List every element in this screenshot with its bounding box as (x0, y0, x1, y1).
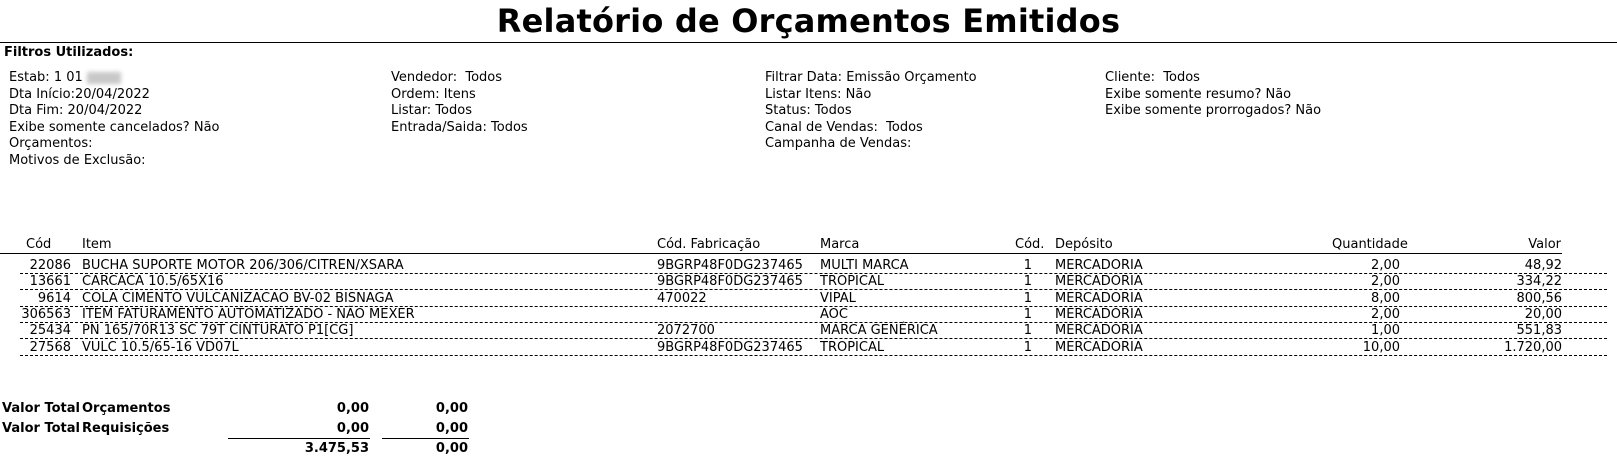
cell-quantidade: 2,00 (1368, 258, 1400, 273)
cell-cod-fabricacao: 9BGRP48F0DG237465 (657, 340, 806, 355)
cell-cod: 27568 (27, 340, 71, 355)
cell-marca: MARCA GENÉRICA (820, 323, 941, 338)
cell-valor: 800,56 (1514, 291, 1563, 306)
cell-valor: 1.720,00 (1501, 340, 1562, 355)
filter-canal-vendas: Canal de Vendas: Todos (765, 119, 923, 135)
filter-listar: Listar: Todos (391, 103, 472, 118)
col-header-valor: Valor (1528, 237, 1561, 252)
filters-column-3 (765, 70, 977, 153)
cell-marca: TROPICAL (820, 340, 887, 355)
cell-quantidade: 2,00 (1368, 307, 1400, 322)
table-row (0, 258, 1617, 274)
filters-column-2 (391, 70, 528, 136)
filter-vendedor: Vendedor: Todos (391, 70, 503, 85)
filter-somente-prorrogados: Exibe somente prorrogados? Não (1105, 103, 1322, 118)
table-row (0, 307, 1617, 323)
filter-cliente: Cliente: Todos (1105, 70, 1200, 85)
cell-cod-deposito: 1 (1021, 258, 1032, 273)
filter-orcamentos: Orçamentos: (9, 136, 93, 151)
cell-valor: 48,92 (1522, 258, 1562, 273)
row-dashed-rule (20, 355, 1607, 356)
cell-deposito: MERCADORIA (1055, 258, 1146, 273)
cell-cod-deposito: 1 (1021, 307, 1032, 322)
total-requisicoes-value-1: 0,00 (336, 421, 369, 436)
cell-deposito: MERCADORIA (1055, 323, 1146, 338)
filters-column-1 (9, 70, 220, 169)
filter-somente-resumo: Exibe somente resumo? Não (1105, 86, 1292, 102)
cell-quantidade: 1,00 (1368, 323, 1400, 338)
cell-cod-fabricacao: 470022 (657, 291, 710, 306)
cell-item: VULC 10.5/65-16 VD07L (82, 340, 242, 355)
cell-cod-fabricacao: 9BGRP48F0DG237465 (657, 258, 806, 273)
cell-marca: AOC (820, 307, 851, 322)
col-header-cod-deposito: Cód. (1015, 237, 1045, 252)
filter-campanha-vendas: Campanha de Vendas: (765, 136, 912, 151)
col-header-cod-fabricacao: Cód. Fabricação (657, 237, 761, 252)
cell-deposito: MERCADORIA (1055, 307, 1146, 322)
col-header-marca: Marca (820, 237, 860, 252)
table-row (0, 323, 1617, 339)
col-header-item: Item (82, 237, 112, 252)
cell-deposito: MERCADORIA (1055, 340, 1146, 355)
cell-cod-fabricacao: 2072700 (657, 323, 718, 338)
cell-item: COLA CIMENTO VULCANIZACAO BV-02 BISNAGA (82, 291, 396, 306)
total-rule-2 (382, 438, 469, 439)
filter-cancelados: Exibe somente cancelados? Não (9, 119, 220, 135)
cell-valor: 20,00 (1522, 307, 1562, 322)
filter-motivos-exclusao: Motivos de Exclusão: (9, 152, 146, 168)
filter-entrada-saida: Entrada/Saida: Todos (391, 119, 528, 135)
cell-cod: 306563 (18, 307, 71, 322)
grand-total-value-2: 0,00 (435, 441, 468, 456)
cell-marca: TROPICAL (820, 274, 887, 289)
cell-item: CARCACA 10.5/65X16 (82, 274, 227, 289)
total-requisicoes-sublabel: Requisições (82, 421, 170, 436)
cell-marca: MULTI MARCA (820, 258, 912, 273)
cell-item: BUCHA SUPORTE MOTOR 206/306/CITREN/XSARA (82, 258, 407, 273)
report-title: Relatório de Orçamentos Emitidos (496, 2, 1121, 40)
filter-status: Status: Todos (765, 103, 852, 118)
cell-item: ITEM FATURAMENTO AUTOMATIZADO - NÃO MEXER (82, 307, 418, 322)
cell-valor: 551,83 (1514, 323, 1563, 338)
cell-cod: 22086 (27, 258, 71, 273)
col-header-cod: Cód (26, 237, 52, 252)
filter-listar-itens: Listar Itens: Não (765, 86, 872, 102)
filter-dta-fim: Dta Fim: 20/04/2022 (9, 103, 143, 118)
total-rule-1 (228, 438, 370, 439)
cell-cod: 13661 (27, 274, 71, 289)
cell-marca: VIPAL (820, 291, 859, 306)
total-requisicoes-label: Valor Total (2, 421, 80, 436)
col-header-deposito: Depósito (1055, 237, 1113, 252)
cell-deposito: MERCADORIA (1055, 274, 1146, 289)
total-orcamentos-label: Valor Total (2, 401, 80, 416)
cell-quantidade: 8,00 (1368, 291, 1400, 306)
title-divider (0, 42, 1617, 43)
cell-quantidade: 10,00 (1360, 340, 1400, 355)
filter-estab: Estab: 1 01 (9, 70, 220, 87)
total-requisicoes-value-2: 0,00 (435, 421, 468, 436)
header-rule (0, 253, 1562, 254)
cell-cod: 9614 (35, 291, 71, 306)
redacted-estab-name (87, 72, 121, 84)
cell-valor: 334,22 (1514, 274, 1563, 289)
total-orcamentos-sublabel: Orçamentos (82, 401, 171, 416)
cell-cod-deposito: 1 (1021, 323, 1032, 338)
total-orcamentos-value-1: 0,00 (336, 401, 369, 416)
table-row (0, 291, 1617, 307)
cell-deposito: MERCADORIA (1055, 291, 1146, 306)
cell-cod-deposito: 1 (1021, 291, 1032, 306)
cell-cod: 25434 (27, 323, 71, 338)
col-header-quantidade: Quantidade (1332, 237, 1408, 252)
grand-total-value-1: 3.475,53 (304, 441, 369, 456)
table-row (0, 274, 1617, 290)
total-orcamentos-value-2: 0,00 (435, 401, 468, 416)
table-row (0, 340, 1617, 356)
filter-dta-inicio: Dta Início:20/04/2022 (9, 86, 150, 102)
filters-label: Filtros Utilizados: (4, 45, 134, 60)
filter-filtrar-data: Filtrar Data: Emissão Orçamento (765, 70, 977, 85)
cell-cod-deposito: 1 (1021, 340, 1032, 355)
cell-cod-fabricacao: 9BGRP48F0DG237465 (657, 274, 806, 289)
cell-item: PN 165/70R13 SC 79T CINTURATO P1[CG] (82, 323, 356, 338)
filters-column-4 (1105, 70, 1321, 120)
filter-ordem: Ordem: Itens (391, 86, 476, 102)
cell-quantidade: 2,00 (1368, 274, 1400, 289)
cell-cod-deposito: 1 (1021, 274, 1032, 289)
